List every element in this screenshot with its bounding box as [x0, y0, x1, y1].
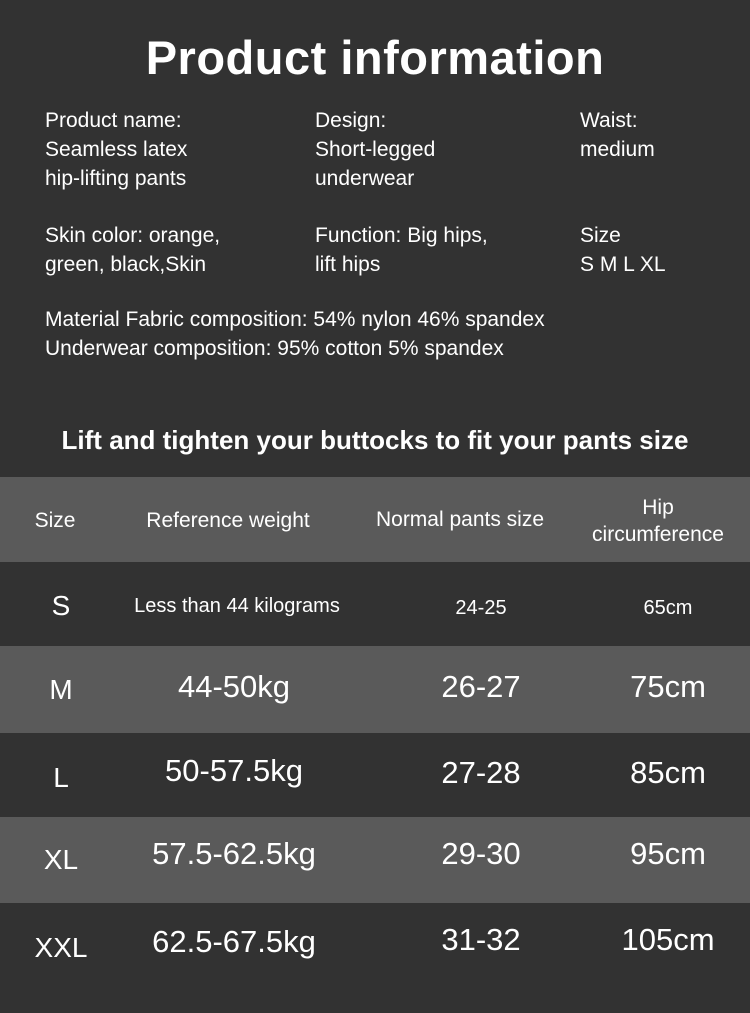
waist-info: Waist: medium [580, 109, 655, 161]
header-hip-circumference: Hip circumference [592, 496, 724, 546]
fabric-composition: Material Fabric composition: 54% nylon 46% spandex [45, 308, 545, 331]
weight-cell: 62.5-67.5kg [152, 924, 316, 959]
size-cell: XXL [34, 932, 88, 963]
material-composition [45, 305, 545, 363]
weight-cell: 44-50kg [177, 669, 291, 704]
pants-size-cell: 29-30 [441, 836, 521, 871]
weight-cell: Less than 44 kilograms [134, 595, 340, 617]
hip-cell: 95cm [630, 836, 706, 871]
hip-cell: 85cm [630, 755, 706, 790]
page-title: Product information [145, 31, 605, 84]
pants-size-cell: 31-32 [441, 922, 521, 957]
size-cell: L [53, 762, 69, 793]
size-cell: M [49, 674, 73, 705]
pants-size-cell: 27-28 [441, 755, 521, 790]
hip-cell: 65cm [643, 597, 693, 619]
table-row [0, 733, 750, 817]
pants-size-cell: 24-25 [455, 597, 507, 619]
header-normal-pants-size: Normal pants size [375, 508, 545, 531]
table-row [0, 646, 750, 733]
underwear-composition: Underwear composition: 95% cotton 5% spandex [45, 337, 504, 360]
table-row [0, 562, 750, 646]
size-cell: S [51, 590, 71, 621]
table-header [0, 477, 750, 562]
function-info: Function: Big hips, lift hips [315, 224, 488, 276]
weight-cell: 57.5-62.5kg [152, 836, 316, 871]
pants-size-cell: 26-27 [441, 669, 521, 704]
table-row [0, 817, 750, 903]
header-size: Size [34, 509, 76, 532]
table-row [0, 903, 750, 1013]
header-reference-weight: Reference weight [146, 509, 310, 532]
skin-color-info: Skin color: orange, green, black,Skin [45, 224, 221, 276]
weight-cell: 50-57.5kg [165, 753, 303, 788]
hip-cell: 105cm [621, 922, 715, 957]
size-cell: XL [43, 844, 79, 875]
size-chart-title: Lift and tighten your buttocks to fit your pants size [61, 425, 689, 455]
product-name: Product name: Seamless latex hip-lifting pants [45, 109, 188, 190]
hip-cell: 75cm [630, 669, 706, 704]
design-info: Design: Short-legged underwear [315, 109, 436, 190]
size-info: Size S M L XL [580, 224, 666, 276]
